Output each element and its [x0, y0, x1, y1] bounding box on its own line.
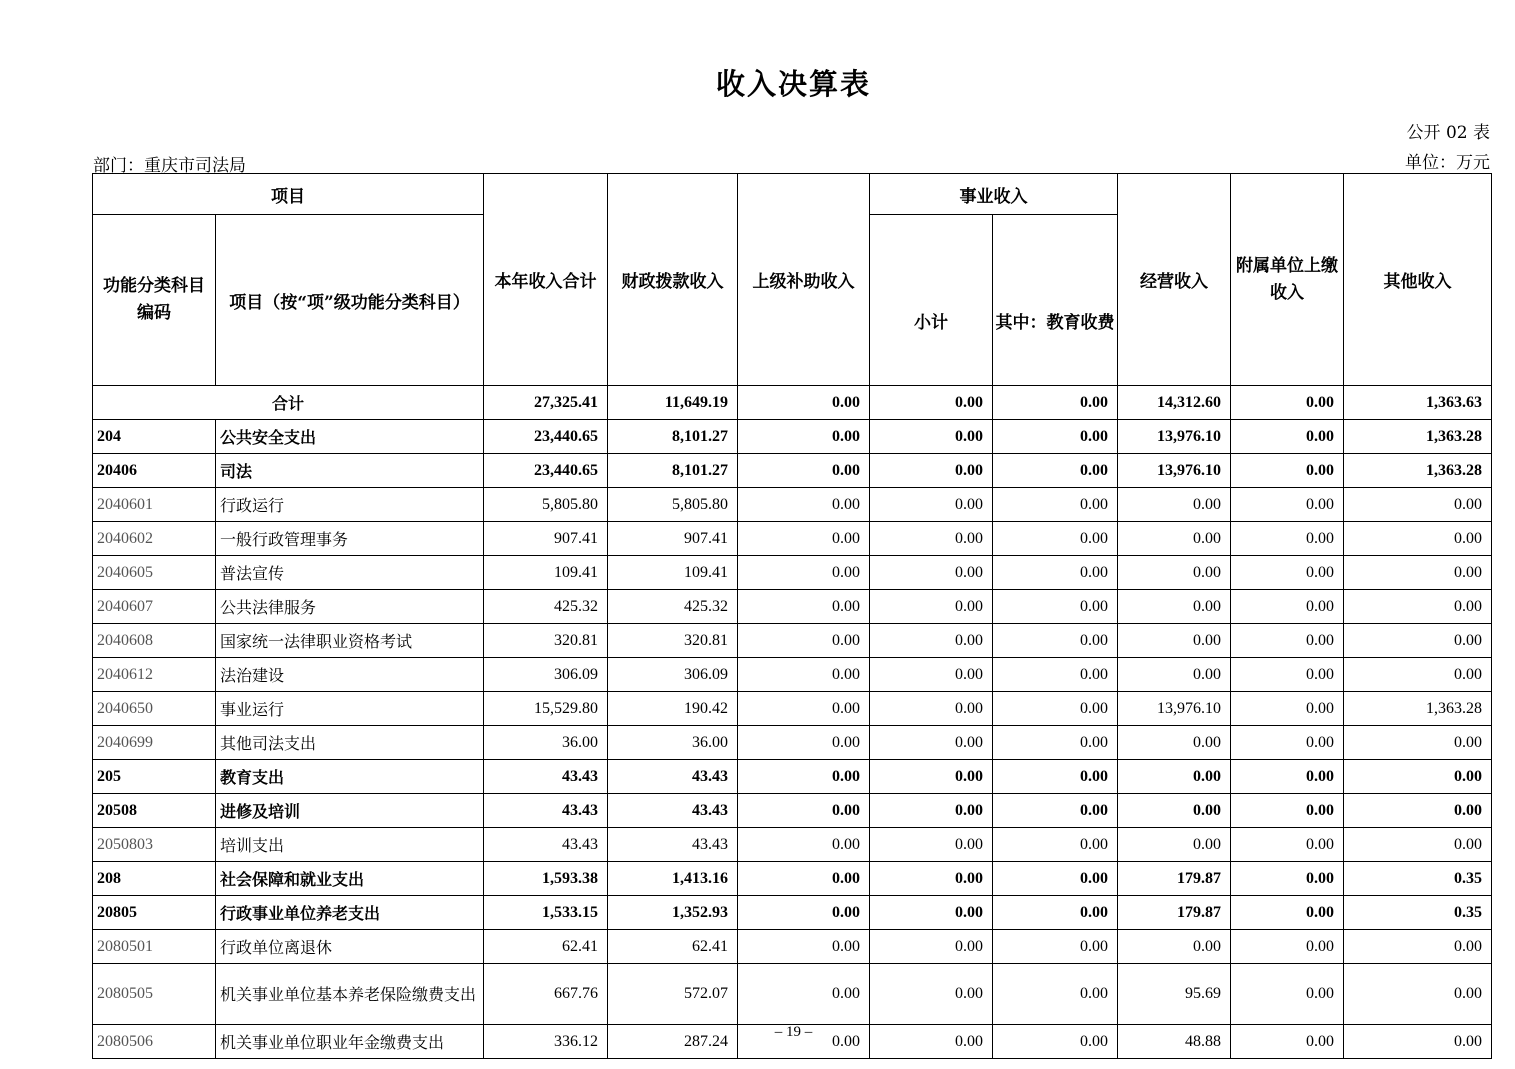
table-row — [93, 454, 1492, 488]
row-value-cell: 36.00 — [608, 726, 738, 760]
row-name: 其他司法支出 — [216, 726, 484, 760]
row-value-cell: 0.00 — [1118, 930, 1231, 964]
row-value-cell: 0.00 — [1344, 658, 1492, 692]
row-value-cell: 0.00 — [870, 692, 993, 726]
row-value-cell: 190.42 — [608, 692, 738, 726]
row-value-cell: 36.00 — [484, 726, 608, 760]
row-value-cell: 306.09 — [608, 658, 738, 692]
total-cell: 14,312.60 — [1118, 386, 1231, 420]
row-value-cell: 0.00 — [1344, 726, 1492, 760]
row-value-cell: 43.43 — [608, 760, 738, 794]
row-value-cell: 907.41 — [484, 522, 608, 556]
header-code: 功能分类科目编码 — [93, 215, 216, 386]
row-value-cell: 0.00 — [870, 862, 993, 896]
row-value-cell: 0.00 — [993, 760, 1118, 794]
row-value-cell: 0.00 — [738, 726, 870, 760]
row-value-cell: 0.00 — [1231, 726, 1344, 760]
row-value-cell: 13,976.10 — [1118, 420, 1231, 454]
row-value-cell: 425.32 — [484, 590, 608, 624]
row-value-cell: 0.00 — [870, 590, 993, 624]
row-code: 20805 — [93, 896, 216, 930]
row-value-cell: 0.00 — [1344, 1025, 1492, 1059]
row-value-cell: 0.00 — [870, 1025, 993, 1059]
row-name: 行政运行 — [216, 488, 484, 522]
header-affiliate: 附属单位上缴收入 — [1231, 174, 1344, 386]
row-code: 2040607 — [93, 590, 216, 624]
row-value-cell: 43.43 — [608, 828, 738, 862]
row-value-cell: 336.12 — [484, 1025, 608, 1059]
row-value-cell: 23,440.65 — [484, 420, 608, 454]
row-value-cell: 0.00 — [1118, 522, 1231, 556]
row-code: 205 — [93, 760, 216, 794]
row-value-cell: 0.00 — [870, 488, 993, 522]
row-value-cell: 0.00 — [993, 454, 1118, 488]
row-value-cell: 320.81 — [484, 624, 608, 658]
row-value-cell: 0.00 — [738, 420, 870, 454]
row-code: 20508 — [93, 794, 216, 828]
row-value-cell: 0.00 — [738, 760, 870, 794]
row-name: 教育支出 — [216, 760, 484, 794]
header-operating: 经营收入 — [1118, 174, 1231, 386]
total-cell: 0.00 — [870, 386, 993, 420]
row-code: 2040605 — [93, 556, 216, 590]
row-value-cell: 0.00 — [738, 692, 870, 726]
row-value-cell: 0.00 — [993, 794, 1118, 828]
row-value-cell: 425.32 — [608, 590, 738, 624]
header-item-group: 项目 — [93, 174, 484, 215]
row-value-cell: 0.00 — [1231, 760, 1344, 794]
row-value-cell: 62.41 — [484, 930, 608, 964]
row-value-cell: 0.00 — [738, 1025, 870, 1059]
row-value-cell: 0.00 — [870, 964, 993, 1025]
row-value-cell: 0.00 — [1231, 692, 1344, 726]
row-name: 公共法律服务 — [216, 590, 484, 624]
row-value-cell: 0.00 — [870, 420, 993, 454]
row-code: 2080506 — [93, 1025, 216, 1059]
row-value-cell: 0.00 — [870, 930, 993, 964]
row-code: 2040612 — [93, 658, 216, 692]
row-name: 社会保障和就业支出 — [216, 862, 484, 896]
row-value-cell: 0.00 — [738, 624, 870, 658]
row-value-cell: 0.00 — [1231, 1025, 1344, 1059]
total-cell: 0.00 — [738, 386, 870, 420]
row-value-cell: 0.00 — [1344, 760, 1492, 794]
row-value-cell: 0.00 — [870, 556, 993, 590]
row-value-cell: 0.00 — [1231, 964, 1344, 1025]
row-value-cell: 48.88 — [1118, 1025, 1231, 1059]
row-code: 2080505 — [93, 964, 216, 1025]
row-value-cell: 0.00 — [1344, 930, 1492, 964]
row-name: 公共安全支出 — [216, 420, 484, 454]
row-value-cell: 0.00 — [738, 488, 870, 522]
total-cell: 0.00 — [1231, 386, 1344, 420]
row-value-cell: 1,593.38 — [484, 862, 608, 896]
row-value-cell: 0.00 — [993, 624, 1118, 658]
row-value-cell: 0.00 — [1118, 624, 1231, 658]
row-code: 2080501 — [93, 930, 216, 964]
row-value-cell: 0.00 — [738, 896, 870, 930]
row-value-cell: 43.43 — [484, 760, 608, 794]
row-code: 2040650 — [93, 692, 216, 726]
row-value-cell: 0.00 — [1118, 488, 1231, 522]
row-value-cell: 0.00 — [1231, 556, 1344, 590]
row-value-cell: 0.00 — [993, 522, 1118, 556]
row-value-cell: 0.00 — [993, 556, 1118, 590]
row-value-cell: 0.00 — [1231, 862, 1344, 896]
row-value-cell: 1,533.15 — [484, 896, 608, 930]
page-number: – 19 – — [774, 1024, 813, 1040]
table-row — [93, 930, 1492, 964]
row-value-cell: 0.00 — [1344, 556, 1492, 590]
row-value-cell: 62.41 — [608, 930, 738, 964]
row-value-cell: 0.00 — [738, 454, 870, 488]
row-name: 培训支出 — [216, 828, 484, 862]
row-value-cell: 43.43 — [484, 828, 608, 862]
row-value-cell: 43.43 — [608, 794, 738, 828]
row-value-cell: 0.00 — [870, 454, 993, 488]
row-value-cell: 0.00 — [1118, 556, 1231, 590]
row-value-cell: 0.00 — [870, 896, 993, 930]
row-value-cell: 0.00 — [993, 896, 1118, 930]
row-code: 2040608 — [93, 624, 216, 658]
row-name: 行政单位离退休 — [216, 930, 484, 964]
row-value-cell: 23,440.65 — [484, 454, 608, 488]
table-row — [93, 692, 1492, 726]
row-value-cell: 109.41 — [484, 556, 608, 590]
row-value-cell: 0.00 — [1118, 658, 1231, 692]
table-row — [93, 760, 1492, 794]
row-value-cell: 0.00 — [1118, 828, 1231, 862]
row-value-cell: 0.00 — [993, 930, 1118, 964]
header-superior: 上级补助收入 — [738, 174, 870, 386]
row-value-cell: 0.00 — [870, 794, 993, 828]
page-title: 收入决算表 — [715, 67, 871, 101]
total-cell: 11,649.19 — [608, 386, 738, 420]
table-body — [93, 386, 1492, 1059]
table-row — [93, 794, 1492, 828]
row-value-cell: 0.00 — [993, 420, 1118, 454]
row-value-cell: 0.00 — [993, 964, 1118, 1025]
row-value-cell: 0.00 — [1231, 454, 1344, 488]
row-value-cell: 13,976.10 — [1118, 454, 1231, 488]
row-value-cell: 0.00 — [1231, 624, 1344, 658]
row-value-cell: 1,363.28 — [1344, 420, 1492, 454]
row-code: 2040699 — [93, 726, 216, 760]
row-name: 普法宣传 — [216, 556, 484, 590]
row-value-cell: 320.81 — [608, 624, 738, 658]
row-value-cell: 0.00 — [870, 828, 993, 862]
row-value-cell: 179.87 — [1118, 896, 1231, 930]
row-value-cell: 0.00 — [738, 522, 870, 556]
row-value-cell: 907.41 — [608, 522, 738, 556]
row-name: 行政事业单位养老支出 — [216, 896, 484, 930]
income-table — [92, 173, 1492, 1059]
row-value-cell: 0.00 — [1344, 624, 1492, 658]
row-value-cell: 0.00 — [1344, 794, 1492, 828]
table-row — [93, 828, 1492, 862]
row-value-cell: 0.00 — [993, 590, 1118, 624]
row-value-cell: 0.00 — [1344, 522, 1492, 556]
header-business-group: 事业收入 — [870, 174, 1118, 215]
row-name: 事业运行 — [216, 692, 484, 726]
row-value-cell: 306.09 — [484, 658, 608, 692]
row-value-cell: 0.00 — [993, 726, 1118, 760]
row-value-cell: 0.00 — [870, 726, 993, 760]
row-code: 208 — [93, 862, 216, 896]
row-value-cell: 0.00 — [993, 488, 1118, 522]
row-value-cell: 0.00 — [1118, 590, 1231, 624]
row-value-cell: 1,363.28 — [1344, 692, 1492, 726]
row-value-cell: 0.00 — [1231, 930, 1344, 964]
table-row — [93, 658, 1492, 692]
table-row — [93, 420, 1492, 454]
row-value-cell: 0.00 — [738, 590, 870, 624]
row-value-cell: 109.41 — [608, 556, 738, 590]
form-number: 公开 02 表 — [1406, 123, 1490, 143]
department-label: 部门：重庆市司法局 — [93, 156, 246, 176]
row-name: 机关事业单位基本养老保险缴费支出 — [216, 964, 484, 1025]
total-cell: 0.00 — [993, 386, 1118, 420]
row-value-cell: 0.00 — [738, 658, 870, 692]
total-cell: 1,363.63 — [1344, 386, 1492, 420]
header-name: 项目（按“项”级功能分类科目） — [216, 215, 484, 386]
header-subtotal: 小计 — [870, 215, 993, 386]
row-value-cell: 0.00 — [870, 624, 993, 658]
row-code: 2040601 — [93, 488, 216, 522]
row-value-cell: 0.00 — [993, 692, 1118, 726]
row-value-cell: 0.00 — [1344, 964, 1492, 1025]
total-cell: 27,325.41 — [484, 386, 608, 420]
row-value-cell: 0.00 — [1231, 896, 1344, 930]
row-value-cell: 1,413.16 — [608, 862, 738, 896]
row-name: 机关事业单位职业年金缴费支出 — [216, 1025, 484, 1059]
table-row — [93, 488, 1492, 522]
row-name: 进修及培训 — [216, 794, 484, 828]
row-code: 2040602 — [93, 522, 216, 556]
row-value-cell: 0.00 — [1231, 522, 1344, 556]
table-row — [93, 624, 1492, 658]
row-value-cell: 0.35 — [1344, 862, 1492, 896]
row-value-cell: 0.00 — [1231, 488, 1344, 522]
row-value-cell: 0.00 — [1344, 488, 1492, 522]
row-value-cell: 179.87 — [1118, 862, 1231, 896]
table-row — [93, 896, 1492, 930]
row-value-cell: 0.00 — [1231, 420, 1344, 454]
row-value-cell: 15,529.80 — [484, 692, 608, 726]
row-value-cell: 13,976.10 — [1118, 692, 1231, 726]
row-value-cell: 667.76 — [484, 964, 608, 1025]
row-value-cell: 5,805.80 — [608, 488, 738, 522]
row-value-cell: 1,352.93 — [608, 896, 738, 930]
header-total-income: 本年收入合计 — [484, 174, 608, 386]
row-code: 204 — [93, 420, 216, 454]
table-row — [93, 726, 1492, 760]
row-value-cell: 572.07 — [608, 964, 738, 1025]
row-value-cell: 0.00 — [738, 862, 870, 896]
table-row — [93, 556, 1492, 590]
row-value-cell: 287.24 — [608, 1025, 738, 1059]
row-value-cell: 0.00 — [738, 930, 870, 964]
row-value-cell: 95.69 — [1118, 964, 1231, 1025]
row-value-cell: 0.00 — [738, 556, 870, 590]
row-value-cell: 0.00 — [993, 862, 1118, 896]
table-row — [93, 590, 1492, 624]
header-education: 其中：教育收费 — [993, 215, 1118, 386]
table-row — [93, 862, 1492, 896]
row-value-cell: 0.00 — [1344, 828, 1492, 862]
row-code: 2050803 — [93, 828, 216, 862]
row-value-cell: 0.00 — [738, 794, 870, 828]
row-value-cell: 8,101.27 — [608, 454, 738, 488]
row-value-cell: 5,805.80 — [484, 488, 608, 522]
row-value-cell: 0.00 — [993, 1025, 1118, 1059]
row-value-cell: 0.00 — [1231, 590, 1344, 624]
row-name: 法治建设 — [216, 658, 484, 692]
row-value-cell: 0.00 — [1231, 794, 1344, 828]
row-value-cell: 0.00 — [1231, 658, 1344, 692]
row-name: 司法 — [216, 454, 484, 488]
row-value-cell: 0.00 — [1118, 726, 1231, 760]
unit-label: 单位：万元 — [1405, 153, 1490, 173]
row-value-cell: 0.00 — [1118, 760, 1231, 794]
row-value-cell: 0.00 — [738, 964, 870, 1025]
header-other: 其他收入 — [1344, 174, 1492, 386]
table-row — [93, 964, 1492, 1025]
header-fiscal: 财政拨款收入 — [608, 174, 738, 386]
row-name: 一般行政管理事务 — [216, 522, 484, 556]
row-value-cell: 0.35 — [1344, 896, 1492, 930]
table-row — [93, 522, 1492, 556]
row-value-cell: 8,101.27 — [608, 420, 738, 454]
row-value-cell: 0.00 — [1344, 590, 1492, 624]
total-label: 合计 — [93, 386, 484, 420]
row-value-cell: 0.00 — [870, 760, 993, 794]
row-value-cell: 0.00 — [870, 658, 993, 692]
row-code: 20406 — [93, 454, 216, 488]
row-value-cell: 1,363.28 — [1344, 454, 1492, 488]
row-value-cell: 0.00 — [738, 828, 870, 862]
row-name: 国家统一法律职业资格考试 — [216, 624, 484, 658]
row-value-cell: 43.43 — [484, 794, 608, 828]
row-value-cell: 0.00 — [1118, 794, 1231, 828]
total-row — [93, 386, 1492, 420]
row-value-cell: 0.00 — [993, 828, 1118, 862]
row-value-cell: 0.00 — [1231, 828, 1344, 862]
row-value-cell: 0.00 — [993, 658, 1118, 692]
row-value-cell: 0.00 — [870, 522, 993, 556]
